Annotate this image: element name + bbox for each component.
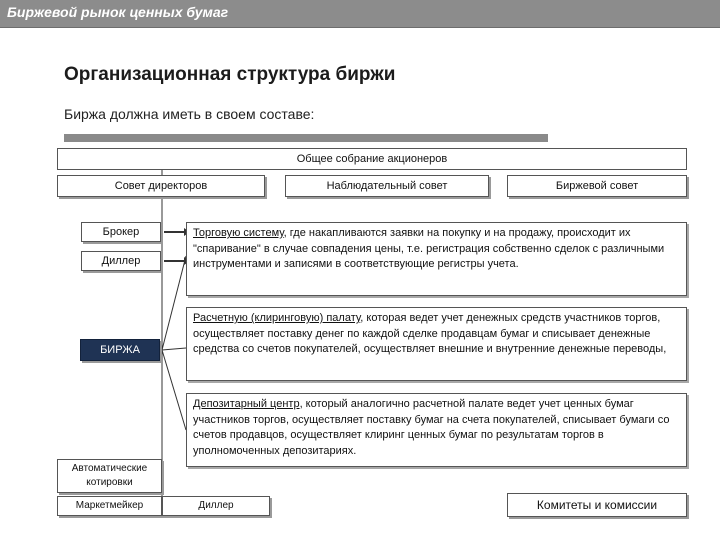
supervisory-board-box: [285, 175, 489, 197]
dealer-bottom-label: Диллер: [198, 500, 234, 511]
connector-birzha-trading: [162, 256, 186, 350]
market-maker-box: [57, 496, 162, 516]
header-title: Биржевой рынок ценных бумаг: [7, 4, 229, 20]
dealer-top-label: Диллер: [101, 255, 141, 267]
auto-quotes-label: Автоматические котировки: [71, 463, 148, 488]
general-meeting-box: [57, 148, 687, 170]
clearing-house-lead: Расчетную (клиринговую) палату: [193, 312, 361, 324]
exchange-council-label: Биржевой совет: [555, 180, 639, 192]
depository-center-text: , который аналогично расчетной палате ведет учет ценных бумаг участников торгов, осуществляет поставку бумаг на счета покупателей, списывает бумаги со счетов продавцов, осуществляет клиринг ценных бумаг по результатам торгов в уполномоченных депозитариях.: [193, 398, 670, 457]
clearing-house-box: [186, 307, 687, 381]
connector-birzha-depository: [162, 350, 186, 430]
market-maker-label: Маркетмейкер: [75, 500, 144, 511]
board-of-directors-label: Совет директоров: [114, 180, 208, 192]
depository-center-lead: Депозитарный центр: [193, 398, 300, 410]
connector-birzha-clearing: [162, 348, 186, 350]
supervisory-board-label: Наблюдательный совет: [326, 180, 448, 192]
board-of-directors-box: [57, 175, 265, 197]
slide-subtitle: Биржа должна иметь в своем составе:: [64, 106, 315, 122]
committees-box: [507, 493, 687, 517]
trading-system-box: [186, 222, 687, 296]
dealer-box-top: [81, 251, 161, 271]
clearing-house-text: , которая ведет учет денежных средств участников торгов, осуществляет поставку денег по каждой сделке продавцам бумаг и списывает денежные средства со счетов покупателей, осуществляет внешние и внутренние денежные переводы,: [193, 312, 667, 355]
trading-system-text: , где накапливаются заявки на покупку и на продажу, происходит их "спаривание" в случае совпадения цены, т.е. регистрация собственно сделок с различными инструментами и записями в соответствующие регистры учета.: [193, 227, 665, 270]
committees-label: Комитеты и комиссии: [536, 498, 658, 512]
broker-label: Брокер: [102, 226, 140, 238]
exchange-council-box: [507, 175, 687, 197]
auto-quotes-box: [57, 459, 162, 493]
dealer-box-bottom: [162, 496, 270, 516]
birzha-label: БИРЖА: [100, 344, 140, 356]
depository-center-box: [186, 393, 687, 467]
broker-box: [81, 222, 161, 242]
general-meeting-label: Общее собрание акционеров: [296, 153, 448, 165]
birzha-box: [80, 339, 160, 361]
slide-title: Организационная структура биржи: [64, 64, 396, 85]
trading-system-lead: Торговую систему: [193, 227, 284, 239]
